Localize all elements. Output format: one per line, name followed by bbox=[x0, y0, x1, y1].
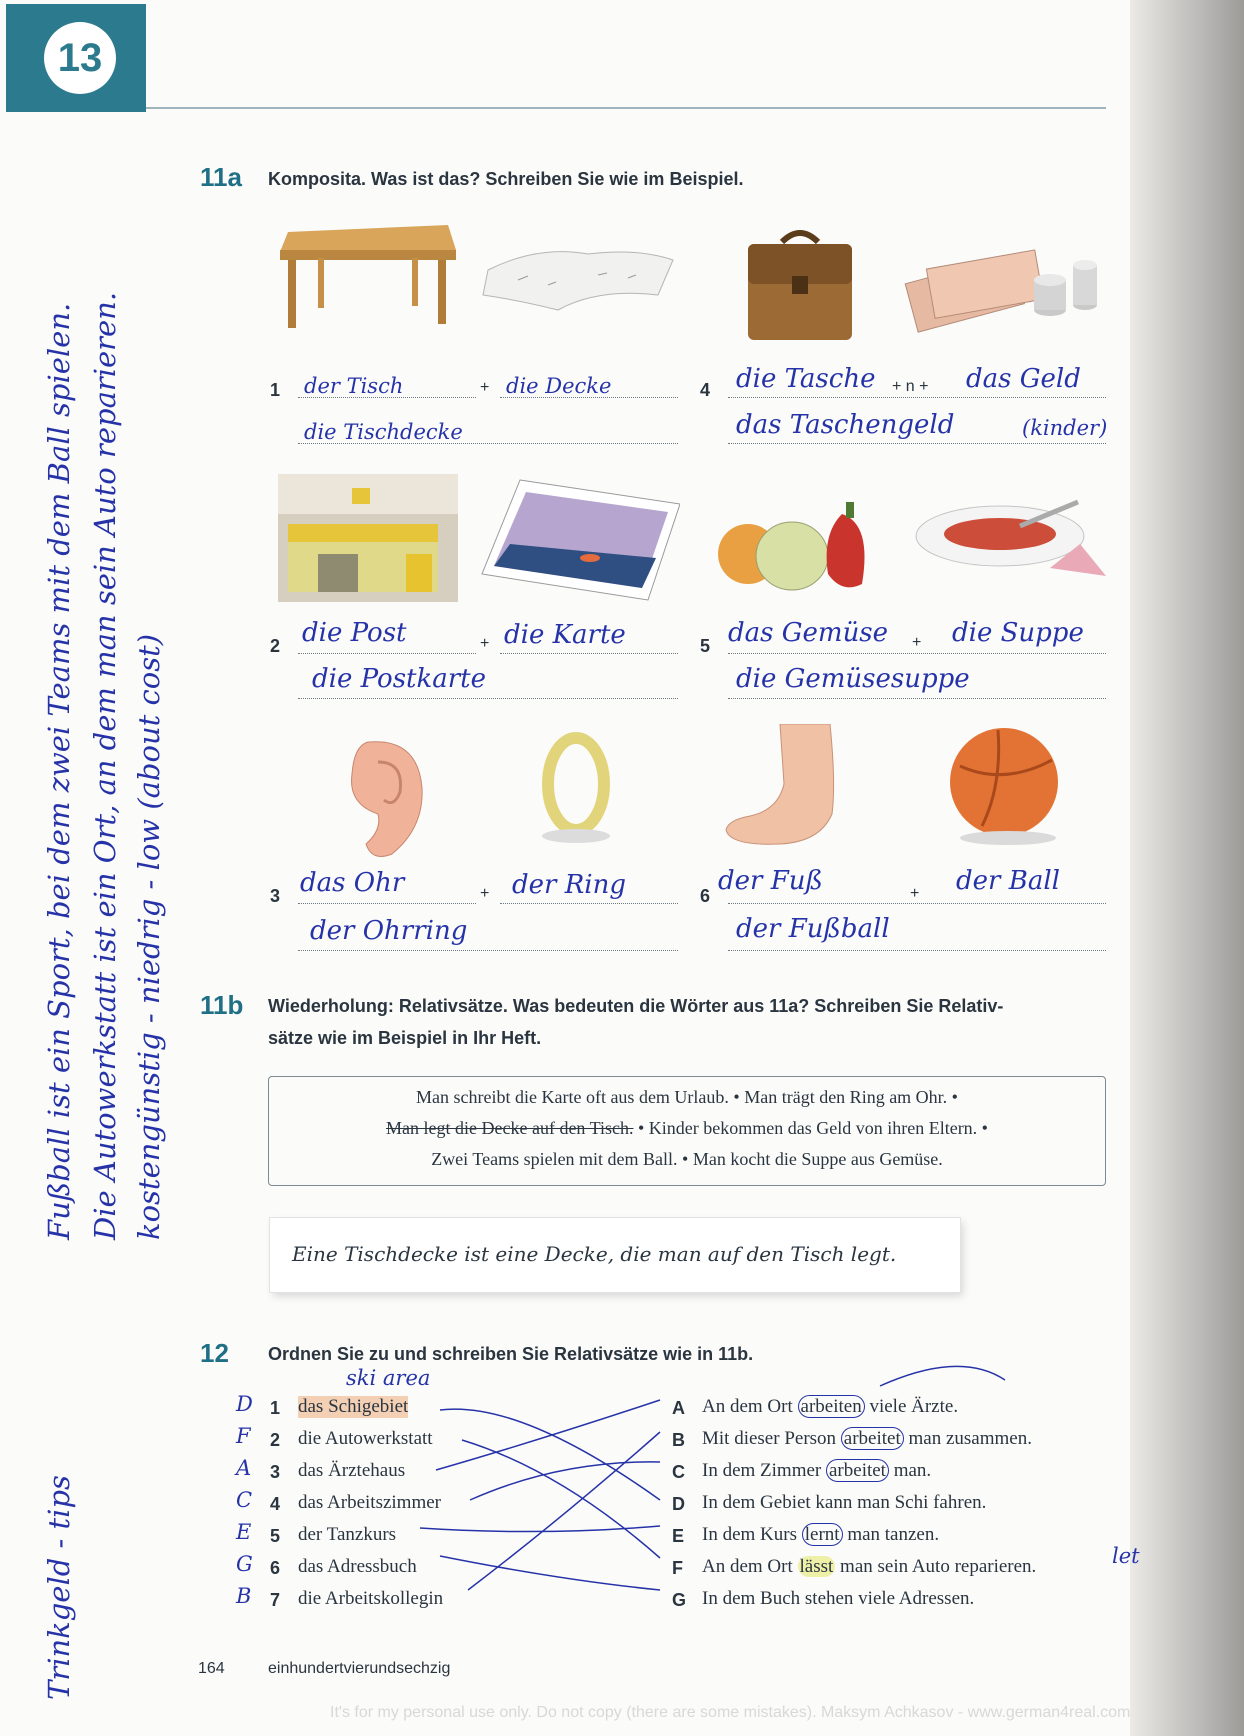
right-item-verb: lernt bbox=[802, 1523, 843, 1546]
page-number-words: einhundertvierundsechzig bbox=[268, 1660, 451, 1677]
vegetables-illustration bbox=[712, 494, 892, 602]
right-item-pre: An dem Ort bbox=[702, 1556, 798, 1577]
plus-sign: + bbox=[480, 379, 490, 396]
chapter-number: 13 bbox=[44, 22, 116, 94]
ball-illustration bbox=[942, 726, 1072, 846]
money-illustration bbox=[900, 230, 1110, 340]
item-4-note: (kinder) bbox=[1022, 416, 1108, 440]
left-item-number: 3 bbox=[270, 1462, 281, 1482]
match-line-5-e bbox=[420, 1526, 660, 1532]
exercise-11b-number: 11b bbox=[200, 990, 244, 1020]
match-line-7-b bbox=[468, 1432, 660, 1590]
item-3-compound: der Ohrring bbox=[310, 916, 468, 946]
left-item-number: 4 bbox=[270, 1494, 281, 1514]
match-line-3-a bbox=[436, 1400, 660, 1470]
right-item-text bbox=[702, 1524, 939, 1546]
match-line-1-d bbox=[440, 1409, 660, 1500]
left-item-text: die Autowerkstatt bbox=[298, 1428, 433, 1449]
item-6-number: 6 bbox=[700, 886, 711, 906]
right-item-pre: In dem Gebiet kann man Schi fahren. bbox=[702, 1492, 987, 1513]
sentence-box-line2 bbox=[269, 1118, 1105, 1139]
item-5-compound: die Gemüsesuppe bbox=[736, 664, 970, 694]
handwritten-answer: E bbox=[236, 1520, 252, 1544]
page-gutter-shadow bbox=[1130, 0, 1244, 1736]
plus-sign: + bbox=[480, 635, 490, 652]
item-2-number: 2 bbox=[270, 636, 281, 656]
soup-illustration bbox=[910, 496, 1110, 586]
right-item-post: man tanzen. bbox=[842, 1524, 940, 1545]
item-2-word1: die Post bbox=[302, 618, 407, 648]
right-item-pre: An dem Ort bbox=[702, 1396, 798, 1417]
answer-line bbox=[728, 653, 1106, 654]
margin-note-workshop: Die Autowerkstatt ist ein Ort, an dem man sein Auto reparieren. bbox=[88, 291, 122, 1240]
handwritten-answer: A bbox=[236, 1456, 252, 1480]
handwritten-answer: D bbox=[236, 1392, 253, 1416]
plus-sign: + bbox=[910, 885, 920, 902]
item-6-word1: der Fuß bbox=[718, 866, 823, 896]
item-3-word1: das Ohr bbox=[300, 868, 405, 898]
linker-sign: + n + bbox=[892, 378, 929, 395]
right-item-text bbox=[702, 1588, 974, 1610]
left-item-number: 7 bbox=[270, 1590, 281, 1610]
ring-illustration bbox=[530, 732, 620, 848]
right-item-verb: arbeiten bbox=[798, 1395, 865, 1418]
answer-line bbox=[728, 698, 1106, 699]
struck-sentence: Man legt die Decke auf den Tisch. bbox=[386, 1118, 634, 1138]
table-illustration bbox=[278, 220, 458, 330]
left-item-text: der Tanzkurs bbox=[298, 1524, 397, 1545]
answer-line bbox=[500, 653, 678, 654]
left-item-text: das Schigebiet bbox=[298, 1396, 409, 1417]
handwritten-answer: F bbox=[236, 1424, 251, 1448]
item-4-word2: das Geld bbox=[966, 364, 1081, 394]
right-item-text bbox=[702, 1396, 958, 1418]
right-item-verb: lässt bbox=[799, 1556, 834, 1577]
exercise-12-instruction: Ordnen Sie zu und schreiben Sie Relativsätze wie in 11b. bbox=[268, 1344, 754, 1364]
answer-line bbox=[500, 903, 678, 904]
right-item-text bbox=[702, 1556, 1036, 1578]
handwritten-answer: G bbox=[236, 1552, 253, 1576]
exercise-11b-instruction-line2: sätze wie im Beispiel in Ihr Heft. bbox=[268, 1028, 542, 1048]
chapter-badge bbox=[6, 4, 146, 112]
item-1-word1: der Tisch bbox=[304, 374, 404, 398]
right-item-letter: F bbox=[672, 1558, 683, 1578]
handwritten-answer: C bbox=[236, 1488, 253, 1512]
exercise-11a-number: 11a bbox=[200, 162, 242, 192]
item-4-compound: das Taschengeld bbox=[736, 410, 955, 440]
right-item-letter: B bbox=[672, 1430, 685, 1450]
left-item-number: 2 bbox=[270, 1430, 281, 1450]
post-office-illustration bbox=[278, 474, 458, 602]
sentence-box-line3: Zwei Teams spielen mit dem Ball. • Man kocht die Suppe aus Gemüse. bbox=[431, 1149, 943, 1169]
right-item-text bbox=[702, 1460, 931, 1482]
exercise-12-number: 12 bbox=[200, 1338, 229, 1368]
left-item-text: das Arbeitszimmer bbox=[298, 1492, 441, 1513]
right-item-post: man zusammen. bbox=[903, 1428, 1032, 1449]
right-item-post: man. bbox=[888, 1460, 932, 1481]
answer-line bbox=[298, 698, 678, 699]
right-item-pre: In dem Zimmer bbox=[702, 1460, 826, 1481]
item-1-compound: die Tischdecke bbox=[304, 420, 463, 444]
ear-illustration bbox=[338, 738, 428, 862]
right-item-verb: arbeitet bbox=[826, 1459, 889, 1482]
let-note: let bbox=[1112, 1544, 1140, 1568]
answer-line bbox=[728, 397, 1106, 398]
right-item-letter: E bbox=[672, 1526, 685, 1546]
right-item-letter: A bbox=[672, 1398, 685, 1418]
margin-note-cheap: kostengünstig - niedrig - low (about cost) bbox=[132, 633, 166, 1240]
right-item-pre: In dem Kurs bbox=[702, 1524, 802, 1545]
exercise-11b-instruction-line1: Wiederholung: Relativsätze. Was bedeuten die Wörter aus 11a? Schreiben Sie Relativ- bbox=[268, 996, 1004, 1016]
handwritten-answer: B bbox=[236, 1584, 252, 1608]
exercise-11a-instruction: Komposita. Was ist das? Schreiben Sie wie im Beispiel. bbox=[268, 169, 744, 189]
right-item-pre: In dem Buch stehen viele Adressen. bbox=[702, 1588, 975, 1609]
answer-line bbox=[298, 903, 476, 904]
left-item-text: die Arbeitskollegin bbox=[298, 1588, 444, 1609]
left-item-text: das Ärztehaus bbox=[298, 1460, 406, 1481]
left-item-number: 1 bbox=[270, 1398, 281, 1418]
match-line-4-c bbox=[470, 1462, 660, 1500]
foot-illustration bbox=[720, 724, 860, 848]
right-item-text bbox=[702, 1428, 1032, 1450]
item-3-number: 3 bbox=[270, 886, 281, 906]
item-6-compound: der Fußball bbox=[736, 914, 890, 944]
match-line-2-f bbox=[462, 1440, 660, 1558]
right-item-post: man sein Auto reparieren. bbox=[835, 1556, 1037, 1577]
right-item-letter: C bbox=[672, 1462, 685, 1482]
postcard-illustration bbox=[480, 478, 680, 602]
plus-sign: + bbox=[912, 634, 922, 651]
left-item-number: 5 bbox=[270, 1526, 281, 1546]
right-item-pre: Mit dieser Person bbox=[702, 1428, 841, 1449]
example-sentence: Eine Tischdecke ist eine Decke, die man auf den Tisch legt. bbox=[292, 1242, 897, 1266]
watermark: It's for my personal use only. Do not copy (there are some mistakes). Maksym Achkasov - www.german4real.com bbox=[330, 1704, 1131, 1721]
annotation-arrow bbox=[880, 1366, 1005, 1386]
item-3-word2: der Ring bbox=[512, 870, 627, 900]
item-5-word1: das Gemüse bbox=[728, 618, 889, 648]
answer-line bbox=[298, 653, 476, 654]
item-5-word2: die Suppe bbox=[952, 618, 1084, 648]
sentence-box-line2-rest: • Kinder bekommen das Geld von ihren Eltern. • bbox=[633, 1118, 988, 1138]
page-number: 164 bbox=[198, 1660, 225, 1677]
margin-note-football: Fußball ist ein Sport, bei dem zwei Teams mit dem Ball spielen. bbox=[42, 302, 76, 1240]
answer-line bbox=[728, 950, 1106, 951]
left-item-number: 6 bbox=[270, 1558, 281, 1578]
sentence-box-line1: Man schreibt die Karte oft aus dem Urlaub. • Man trägt den Ring am Ohr. • bbox=[416, 1087, 958, 1107]
header-rule bbox=[146, 107, 1106, 109]
left-item-text: das Adressbuch bbox=[298, 1556, 417, 1577]
right-item-verb: arbeitet bbox=[841, 1427, 904, 1450]
item-6-word2: der Ball bbox=[956, 866, 1060, 896]
margin-note-tips: Trinkgeld - tips bbox=[42, 1475, 76, 1700]
example-note bbox=[270, 1218, 960, 1292]
item-5-number: 5 bbox=[700, 636, 711, 656]
item-4-word1: die Tasche bbox=[736, 364, 876, 394]
item-2-compound: die Postkarte bbox=[312, 664, 487, 694]
item-2-word2: die Karte bbox=[504, 620, 626, 650]
right-item-letter: D bbox=[672, 1494, 685, 1514]
sentence-box bbox=[268, 1076, 1106, 1186]
answer-line bbox=[728, 443, 1106, 444]
answer-line bbox=[728, 903, 1106, 904]
right-item-text bbox=[702, 1492, 986, 1514]
item-4-number: 4 bbox=[700, 380, 711, 400]
bag-illustration bbox=[740, 224, 860, 342]
plus-sign: + bbox=[480, 885, 490, 902]
item-1-number: 1 bbox=[270, 380, 281, 400]
right-item-letter: G bbox=[672, 1590, 687, 1610]
item-1-word2: die Decke bbox=[506, 374, 612, 398]
ski-area-note: ski area bbox=[346, 1366, 431, 1390]
right-item-post: viele Ärzte. bbox=[864, 1396, 959, 1417]
tablecloth-illustration bbox=[478, 240, 678, 320]
answer-line bbox=[298, 950, 678, 951]
match-line-6-g bbox=[440, 1556, 660, 1590]
